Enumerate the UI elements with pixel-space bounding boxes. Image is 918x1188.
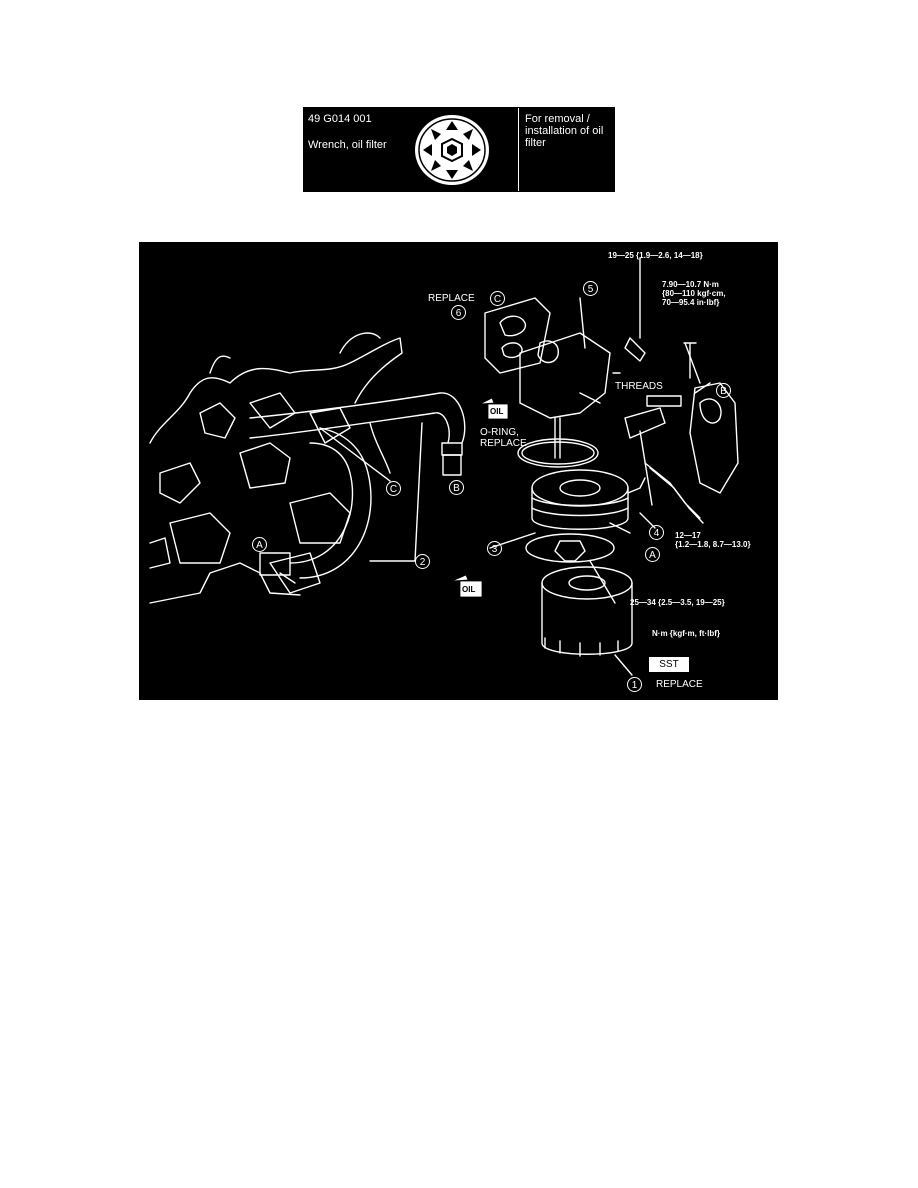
callout-c-gasket: C: [490, 291, 505, 306]
oil-cooler-exploded-diagram: [139, 242, 778, 700]
sst-cell-usage: [518, 108, 614, 191]
callout-3: 3: [487, 541, 502, 556]
callout-a-right: A: [645, 547, 660, 562]
sst-code: 49 G014 001: [308, 113, 372, 125]
label-oil-upper: OIL: [490, 407, 504, 416]
sst-cell-tool: [304, 108, 518, 191]
sst-tag: SST: [649, 657, 689, 672]
label-oring-replace: O-RING, REPLACE: [480, 427, 527, 449]
callout-b-bracket: B: [716, 383, 731, 398]
torque-small-bolt: 7.90—10.7 N·m {80—110 kgf·cm, 70—95.4 in·lbf}: [662, 280, 726, 307]
torque-filter-nut: 25—34 {2.5—3.5, 19—25}: [630, 598, 725, 607]
torque-oil-switch: 12—17 {1.2—1.8, 8.7—13.0}: [675, 531, 751, 549]
label-replace-gasket: REPLACE: [428, 293, 475, 304]
label-threads: THREADS: [615, 381, 663, 392]
sst-usage: For removal / installation of oil filter: [525, 113, 604, 149]
label-sealant: SEALANT: [649, 398, 678, 404]
torque-top-bolt: 19—25 {1.9—2.6, 14—18}: [608, 251, 703, 260]
sst-name: Wrench, oil filter: [308, 139, 387, 151]
callout-c-hose: C: [386, 481, 401, 496]
callout-4: 4: [649, 525, 664, 540]
label-oil-lower: OIL: [462, 585, 476, 594]
callout-1: 1: [627, 677, 642, 692]
torque-units: N·m {kgf·m, ft·lbf}: [652, 629, 720, 638]
oil-filter-wrench-illustration: [412, 112, 492, 188]
sst-table: [303, 107, 615, 192]
callout-6: 6: [451, 305, 466, 320]
callout-5: 5: [583, 281, 598, 296]
callout-2: 2: [415, 554, 430, 569]
callout-a-left: A: [252, 537, 267, 552]
callout-b-hose: B: [449, 480, 464, 495]
label-replace-filter: REPLACE: [656, 679, 703, 690]
